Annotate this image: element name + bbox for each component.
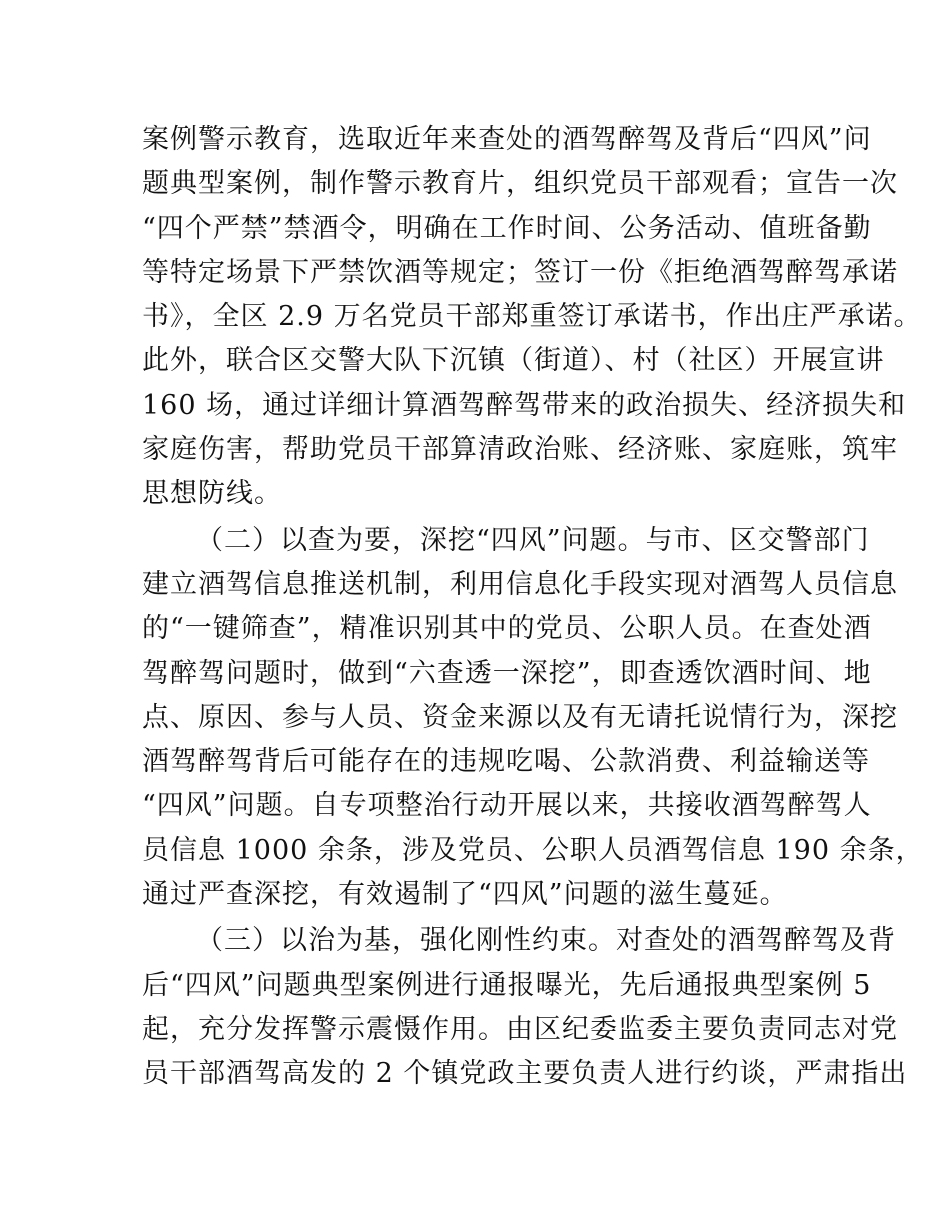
text-line: 案例警示教育，选取近年来查处的酒驾醉驾及背后“四风”问 xyxy=(142,124,872,155)
paragraph-1 xyxy=(142,118,922,517)
text-line: 通过严查深挖，有效遏制了“四风”问题的滋生蔓延。 xyxy=(142,879,788,911)
paragraph-2 xyxy=(142,519,924,918)
text-line: （二）以查为要，深挖“四风”问题。与市、区交警部门 xyxy=(196,524,870,556)
text-line: 题典型案例，制作警示教育片，组织党员干部观看；宣告一次 xyxy=(142,168,898,200)
text-line: 160 场，通过详细计算酒驾醉驾带来的政治损失、经济损失和 xyxy=(142,389,907,421)
text-line: “四个严禁”禁酒令，明确在工作时间、公务活动、值班备勤 xyxy=(142,212,872,244)
text-line: 后“四风”问题典型案例进行通报曝光，先后通报典型案例 5 xyxy=(142,969,872,1001)
body-text xyxy=(142,118,924,1097)
text-line: 驾醉驾问题时，做到“六查透一深挖”，即查透饮酒时间、地 xyxy=(142,657,872,689)
text-line: 家庭伤害，帮助党员干部算清政治账、经济账、家庭账，筑牢 xyxy=(142,434,898,466)
text-line: 员信息 1000 余条，涉及党员、公职人员酒驾信息 190 余条， xyxy=(142,834,924,866)
text-line: 起，充分发挥警示震慑作用。由区纪委监委主要负责同志对党 xyxy=(142,1013,898,1045)
text-line: （三）以治为基，强化刚性约束。对查处的酒驾醉驾及背 xyxy=(196,925,896,957)
text-line: 书》，全区 2.9 万名党员干部郑重签订承诺书，作出庄严承诺。 xyxy=(142,301,922,333)
text-line: 建立酒驾信息推送机制，利用信息化手段实现对酒驾人员信息 xyxy=(142,568,898,600)
text-line: 点、原因、参与人员、资金来源以及有无请托说情行为，深挖 xyxy=(142,701,898,733)
text-line: 思想防线。 xyxy=(142,478,282,510)
text-line: 此外，联合区交警大队下沉镇（街道）、村（社区）开展宣讲 xyxy=(142,345,885,377)
text-line: 的“一键筛查”，精准识别其中的党员、公职人员。在查处酒 xyxy=(142,613,872,645)
text-line: “四风”问题。自专项整治行动开展以来，共接收酒驾醉驾人 xyxy=(142,790,872,822)
paragraph-3 xyxy=(142,919,908,1096)
text-line: 酒驾醉驾背后可能存在的违规吃喝、公款消费、利益输送等 xyxy=(142,746,870,778)
text-line: 员干部酒驾高发的 2 个镇党政主要负责人进行约谈，严肃指出 xyxy=(142,1058,908,1090)
text-line: 等特定场景下严禁饮酒等规定；签订一份《拒绝酒驾醉驾承诺 xyxy=(142,256,898,288)
